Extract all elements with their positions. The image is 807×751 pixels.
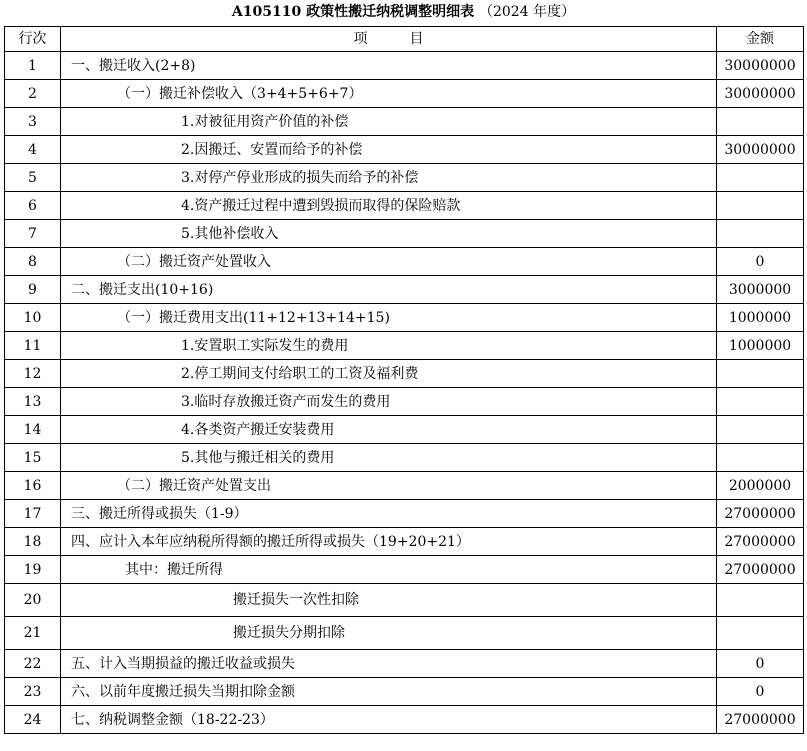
row-item: 二、搬迁支出(10+16) xyxy=(61,276,717,304)
row-amount xyxy=(717,617,804,650)
row-item: 其中：搬迁所得 xyxy=(61,556,717,584)
row-number: 13 xyxy=(5,388,61,416)
row-item: 一、搬迁收入(2+8) xyxy=(61,52,717,80)
row-item: （二）搬迁资产处置支出 xyxy=(61,472,717,500)
row-amount: 3000000 xyxy=(717,276,804,304)
row-amount xyxy=(717,108,804,136)
table-row xyxy=(5,80,804,108)
row-amount: 1000000 xyxy=(717,332,804,360)
table-title-main: A105110 政策性搬迁纳税调整明细表 xyxy=(231,4,475,20)
table-row xyxy=(5,136,804,164)
row-number: 11 xyxy=(5,332,61,360)
row-number: 9 xyxy=(5,276,61,304)
row-item: 2.因搬迁、安置而给予的补偿 xyxy=(61,136,717,164)
table-row xyxy=(5,220,804,248)
table-row xyxy=(5,444,804,472)
row-amount xyxy=(717,192,804,220)
table-row xyxy=(5,472,804,500)
header-amount: 金额 xyxy=(717,27,804,52)
row-amount: 30000000 xyxy=(717,136,804,164)
row-amount: 2000000 xyxy=(717,472,804,500)
table-row xyxy=(5,192,804,220)
table-title-year: （2024 年度） xyxy=(478,4,576,20)
table-row xyxy=(5,650,804,678)
row-number: 12 xyxy=(5,360,61,388)
table-row xyxy=(5,706,804,734)
row-amount: 0 xyxy=(717,678,804,706)
row-amount xyxy=(717,584,804,617)
row-number: 20 xyxy=(5,584,61,617)
row-number: 16 xyxy=(5,472,61,500)
row-item: 七、纳税调整金额（18-22-23） xyxy=(61,706,717,734)
row-amount: 0 xyxy=(717,248,804,276)
row-item: 1.安置职工实际发生的费用 xyxy=(61,332,717,360)
row-number: 10 xyxy=(5,304,61,332)
row-amount: 0 xyxy=(717,650,804,678)
row-amount xyxy=(717,360,804,388)
row-item: 4.资产搬迁过程中遭到毁损而取得的保险赔款 xyxy=(61,192,717,220)
header-item: 项 目 xyxy=(61,27,717,52)
row-item: 5.其他补偿收入 xyxy=(61,220,717,248)
row-item: 3.临时存放搬迁资产而发生的费用 xyxy=(61,388,717,416)
row-amount xyxy=(717,164,804,192)
row-amount: 27000000 xyxy=(717,528,804,556)
row-item: 1.对被征用资产价值的补偿 xyxy=(61,108,717,136)
table-row xyxy=(5,584,804,617)
row-item: 4.各类资产搬迁安装费用 xyxy=(61,416,717,444)
table-row xyxy=(5,304,804,332)
row-number: 21 xyxy=(5,617,61,650)
table-row xyxy=(5,360,804,388)
row-number: 14 xyxy=(5,416,61,444)
table-row xyxy=(5,500,804,528)
row-number: 5 xyxy=(5,164,61,192)
table-row xyxy=(5,332,804,360)
row-number: 8 xyxy=(5,248,61,276)
row-number: 24 xyxy=(5,706,61,734)
row-item: （一）搬迁费用支出(11+12+13+14+15) xyxy=(61,304,717,332)
row-item: （一）搬迁补偿收入（3+4+5+6+7） xyxy=(61,80,717,108)
row-item: 四、应计入本年应纳税所得额的搬迁所得或损失（19+20+21） xyxy=(61,528,717,556)
row-number: 19 xyxy=(5,556,61,584)
row-number: 7 xyxy=(5,220,61,248)
row-item: 搬迁损失一次性扣除 xyxy=(61,584,717,617)
table-header-row xyxy=(5,27,804,52)
row-number: 18 xyxy=(5,528,61,556)
row-item: 2.停工期间支付给职工的工资及福利费 xyxy=(61,360,717,388)
row-number: 6 xyxy=(5,192,61,220)
row-number: 23 xyxy=(5,678,61,706)
table-row xyxy=(5,678,804,706)
table-title xyxy=(0,0,807,26)
row-number: 22 xyxy=(5,650,61,678)
row-number: 1 xyxy=(5,52,61,80)
table-row xyxy=(5,617,804,650)
row-amount: 27000000 xyxy=(717,500,804,528)
table-row xyxy=(5,248,804,276)
table-row xyxy=(5,52,804,80)
table-row xyxy=(5,108,804,136)
row-item: 三、搬迁所得或损失（1-9） xyxy=(61,500,717,528)
row-amount xyxy=(717,444,804,472)
header-row-number: 行次 xyxy=(5,27,61,52)
row-item: 5.其他与搬迁相关的费用 xyxy=(61,444,717,472)
row-item: 五、计入当期损益的搬迁收益或损失 xyxy=(61,650,717,678)
table-row xyxy=(5,556,804,584)
row-amount: 1000000 xyxy=(717,304,804,332)
row-amount xyxy=(717,416,804,444)
row-item: （二）搬迁资产处置收入 xyxy=(61,248,717,276)
row-amount: 30000000 xyxy=(717,80,804,108)
row-amount xyxy=(717,388,804,416)
adjustment-table xyxy=(4,26,804,734)
row-item: 六、以前年度搬迁损失当期扣除金额 xyxy=(61,678,717,706)
table-row xyxy=(5,276,804,304)
row-number: 17 xyxy=(5,500,61,528)
table-row xyxy=(5,528,804,556)
row-number: 3 xyxy=(5,108,61,136)
row-item: 3.对停产停业形成的损失而给予的补偿 xyxy=(61,164,717,192)
row-amount: 27000000 xyxy=(717,706,804,734)
row-amount: 27000000 xyxy=(717,556,804,584)
row-number: 2 xyxy=(5,80,61,108)
row-number: 15 xyxy=(5,444,61,472)
row-amount: 30000000 xyxy=(717,52,804,80)
table-row xyxy=(5,164,804,192)
row-number: 4 xyxy=(5,136,61,164)
row-amount xyxy=(717,220,804,248)
table-row xyxy=(5,388,804,416)
table-row xyxy=(5,416,804,444)
row-item: 搬迁损失分期扣除 xyxy=(61,617,717,650)
